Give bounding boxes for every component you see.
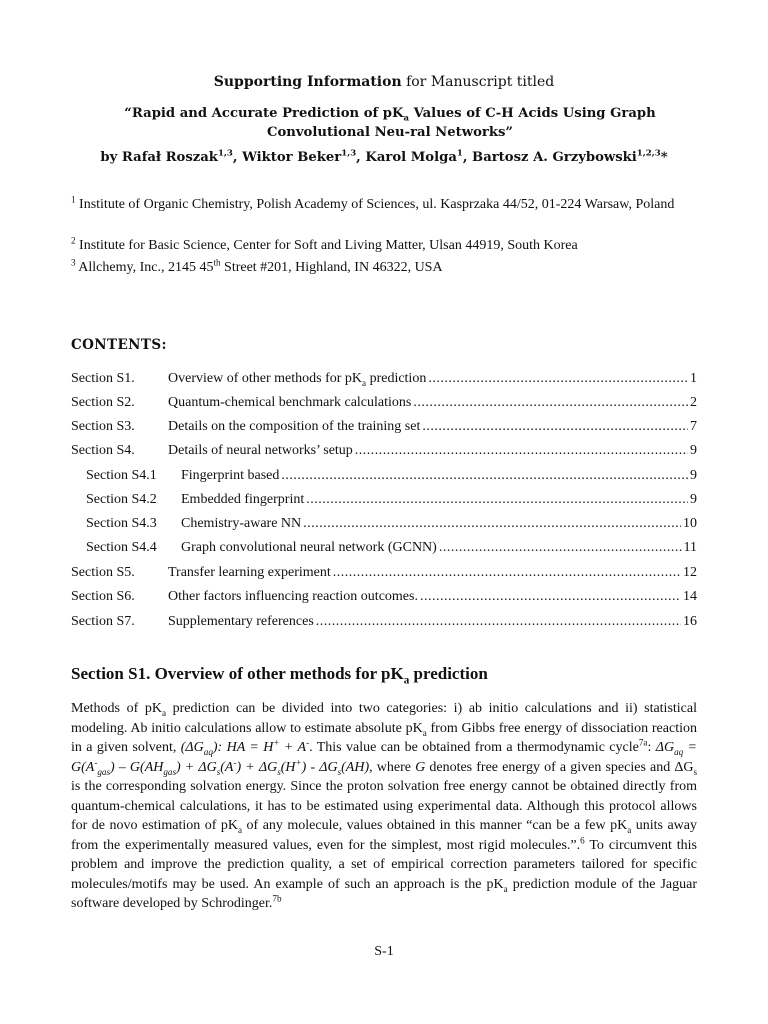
toc-leader [439, 540, 682, 556]
toc-entry[interactable]: Section S1. Overview of other methods for $pK_a$ prediction ..... 1 [71, 371, 697, 389]
paragraph-text: Methods of $pK_a$ prediction can be divided into two categories: i) ab initio calculations and ii) statistical modeling. Ab initio calculations allow to estimate absolute $pK_a$ from Gibbs free energy of dissociation reaction in a given solvent, $(\Delta G_{aq})$: HA = H+ + A-. This value can be obtained from a thermodynamic cycle$^{7a}$: $\Delta G_{aq} = G(A^-_{gas}) - G(AH_{gas}) + \Delta G_s(A^-) + \Delta G_s(H^+) - \Delta G_s(AH)$, where G denotes free energy of a given species and $\Delta G_s$ is the corresponding solvation energy. Since the proton solvation free energy cannot be obtained directly from quantum-chemical calculations, it has to be estimated using experimental data. Although this protocol allows for de novo estimation of $pK_a$ of any molecule, values obtained in this manner “can be a few $pK_a$ units away from the experimentally measured values, even for the simplest, most rigid molecules.”.$^6$ To circumvent this problem and improve the prediction quality, a set of empirical correction parameters tailored for specific molecules/motifs may be used. An example of such an approach is the $pK_a$ prediction module of the Jaguar software developed by Schrodinger.$^{7b}$ [71, 701, 698, 911]
section-s1-paragraph [71, 699, 697, 914]
toc-entry[interactable]: Section S2. Quantum-chemical benchmark calculations ..... 2 [71, 395, 697, 413]
toc-leader [355, 443, 688, 459]
toc-leader [422, 419, 688, 435]
affiliation-2: $^2$ Institute for Basic Science, Center for Soft and Living Matter, Ulsan 44919, South Korea [71, 235, 578, 253]
toc-subentry[interactable]: Section S4.4 Graph convolutional neural network (GCNN) ..... 11 [71, 540, 697, 558]
toc-leader [428, 371, 688, 387]
toc-entry[interactable]: Section S5. Transfer learning experiment ..... 12 [71, 565, 697, 583]
author: by Rafał Roszak$^{1,3}$, [100, 148, 243, 165]
toc-leader [281, 468, 688, 484]
affiliation-1: $^1$ Institute of Organic Chemistry, Polish Academy of Sciences, ul. Kasprzaka 44/52, 01-224 Warsaw, Poland [71, 194, 675, 212]
toc-leader [333, 565, 681, 581]
toc-entry[interactable]: Section S6. Other factors influencing reaction outcomes. ..... 14 [71, 589, 697, 607]
supporting-info-label: Supporting Information [213, 74, 402, 90]
toc-entry[interactable]: Section S7. Supplementary references ..... 16 [71, 614, 697, 632]
toc-entry[interactable]: Section S4. Details of neural networks’ setup ..... 9 [71, 443, 697, 461]
manuscript-title: “Rapid and Accurate Prediction of $pK_a$ Values of C-H Acids Using Graph Convolutional Neu-ral Networks” [124, 106, 656, 140]
author-list [0, 150, 768, 165]
contents-heading: CONTENTS: [71, 337, 167, 353]
section-s1-heading: Section S1. Overview of other methods for $pK_a$ prediction [71, 664, 488, 687]
author: Bartosz A. Grzybowski$^{1,2,3}$* [472, 148, 668, 165]
toc-leader [306, 492, 688, 508]
affiliation-3: $^3$ Allchemy, Inc., 2145 45th Street #201, Highland, IN 46322, USA [71, 257, 443, 275]
toc-leader [413, 395, 688, 411]
toc-leader [420, 589, 681, 605]
page-number: S-1 [374, 944, 394, 959]
supporting-info-heading [0, 74, 768, 90]
toc-subentry[interactable]: Section S4.2 Embedded fingerprint ..... 9 [71, 492, 697, 510]
author: Wiktor Beker$^{1,3}$, [242, 148, 366, 165]
toc-leader [303, 516, 681, 532]
toc-subentry[interactable]: Section S4.1 Fingerprint based ..... 9 [71, 468, 697, 486]
toc-subentry[interactable]: Section S4.3 Chemistry-aware NN ..... 10 [71, 516, 697, 534]
manuscript-label: for Manuscript titled [401, 74, 555, 90]
toc-entry[interactable]: Section S3. Details on the composition of the training set ..... 7 [71, 419, 697, 437]
author: Karol Molga$^1$, [365, 148, 473, 165]
toc-leader [316, 614, 681, 630]
